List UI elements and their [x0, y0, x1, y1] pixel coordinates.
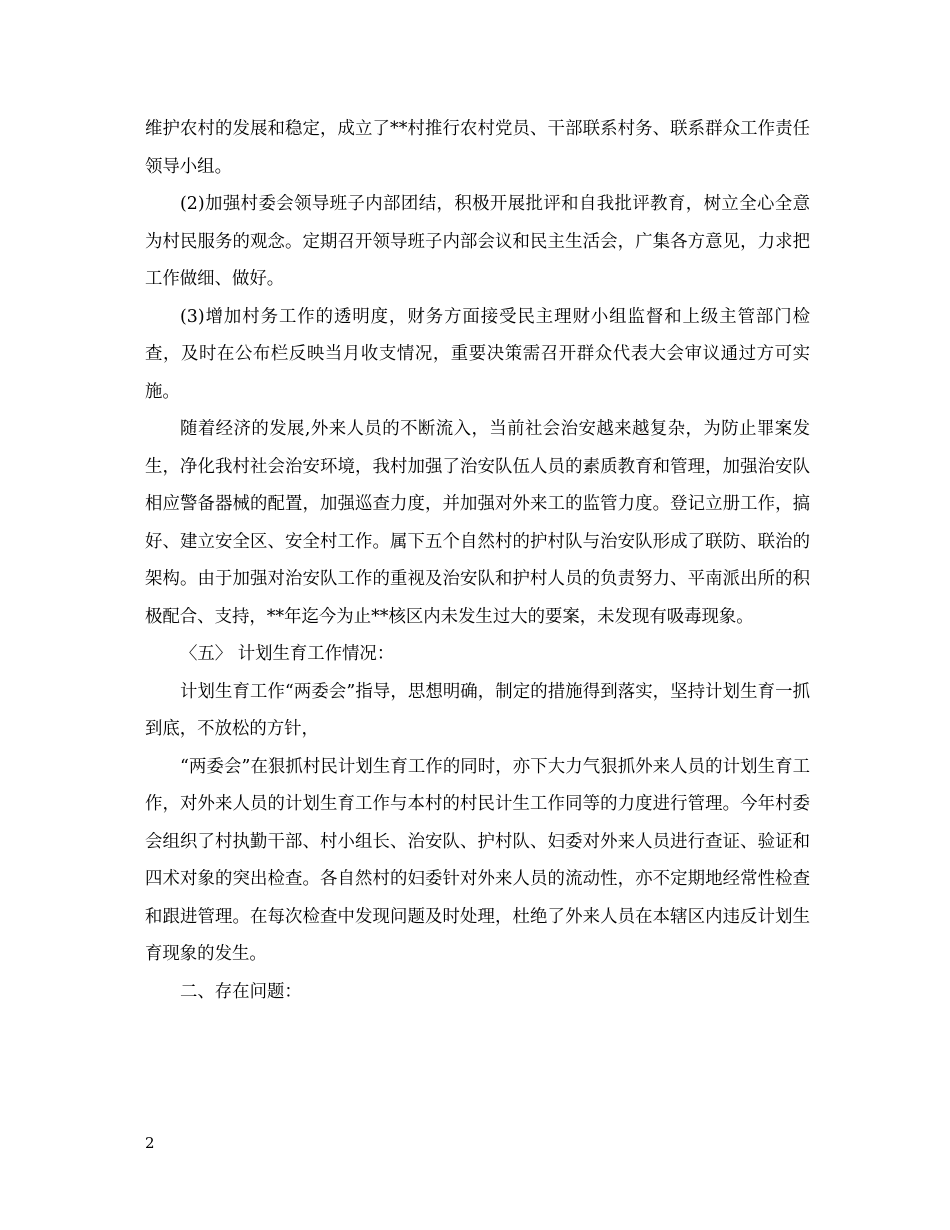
document-body — [145, 111, 810, 1011]
paragraph-item-2: (2)加强村委会领导班子内部团结，积极开展批评和自我批评教育，树立全心全意为村民服务的观念。定期召开领导班子内部会议和民主生活会，广集各方意见，力求把工作做细、做好。 — [145, 194, 810, 289]
paragraph-family-planning-policy: 计划生育工作“两委会”指导，思想明确，制定的措施得到落实，坚持计划生育一抓到底，不放松的方针， — [145, 681, 810, 739]
page-number: 2 — [145, 1134, 155, 1152]
paragraph-item-3: (3)增加村务工作的透明度，财务方面接受民主理财小组监督和上级主管部门检查，及时在公布栏反映当月收支情况，重要决策需召开群众代表大会审议通过方可实施。 — [145, 306, 810, 402]
paragraph-public-security: 随着经济的发展,外来人员的不断流入，当前社会治安越来越复杂，为防止罪案发生，净化我村社会治安环境，我村加强了治安队伍人员的素质教育和管理，加强治安队相应警备器械的配置，加强巡查力度，并加强对外来工的监管力度。登记立册工作，搞好、建立安全区、安全村工作。属下五个自然村的护村队与治安队形成了联防、联治的架构。由于加强对治安队工作的重视及治安队和护村人员的负责努力、平南派出所的积极配合、支持，**年迄今为止**核区内未发生过大的要案，未发现有吸毒现象。 — [145, 419, 810, 627]
section-heading-existing-problems: 二、存在问题： — [180, 981, 302, 1002]
section-heading-family-planning: 〈五〉 计划生育工作情况： — [180, 644, 395, 664]
paragraph-migrant-management: “两委会”在狠抓村民计划生育工作的同时，亦下大力气狠抓外来人员的计划生育工作，对外来人员的计划生育工作与本村的村民计生工作同等的力度进行管理。今年村委会组织了村执勤干部、村小组长、治安队、护村队、妇委对外来人员进行查证、验证和四术对象的突出检查。各自然村的妇委针对外来人员的流动性，亦不定期地经常性检查和跟进管理。在每次检查中发现问题及时处理，杜绝了外来人员在本辖区内违反计划生育现象的发生。 — [145, 756, 810, 964]
paragraph-continuation: 维护农村的发展和稳定，成立了**村推行农村党员、干部联系村务、联系群众工作责任领导小组。 — [145, 119, 810, 177]
